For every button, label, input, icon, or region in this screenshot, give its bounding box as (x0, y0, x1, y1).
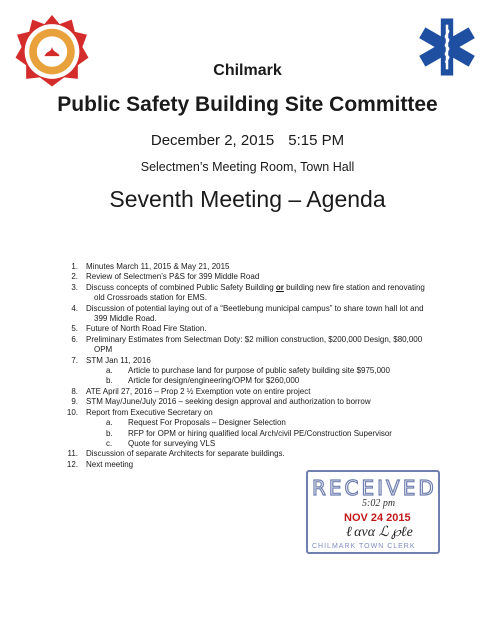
meeting-location: Selectmen’s Meeting Room, Town Hall (140, 160, 355, 174)
agenda-subitem (106, 429, 450, 439)
item-number: 12. (66, 459, 78, 469)
item-text-part: Discuss concepts of combined Public Safety Building (86, 282, 276, 292)
item-number: 10. (66, 407, 78, 417)
item-text: STM Jan 11, 2016 (86, 355, 151, 365)
subitem-letter: b. (106, 428, 113, 438)
item-number: 4. (71, 303, 78, 313)
item-text: Preliminary Estimates from Selectman Doty: $2 million construction, $200,000 Design, $80,000 (86, 334, 423, 344)
agenda-item (40, 283, 450, 293)
agenda-item (40, 356, 450, 366)
stamp-office: CHILMARK TOWN CLERK (312, 543, 416, 550)
agenda-subitem (106, 439, 450, 449)
subitem-text: RFP for OPM or hiring qualified local Arch/civil PE/Construction Supervisor (128, 428, 392, 438)
agenda-item (40, 460, 450, 470)
agenda-subitem (106, 418, 450, 428)
agenda-item (40, 304, 450, 314)
subitem-letter: a. (106, 366, 113, 376)
item-number: 1. (71, 262, 78, 271)
item-number: 11. (67, 449, 78, 459)
item-text: ATE April 27, 2016 – Prop 2 ½ Exemption vote on entire project (86, 386, 311, 396)
item-continuation: 399 Middle Road. (94, 314, 157, 324)
committee-title: Public Safety Building Site Committee (57, 93, 438, 116)
subitem-letter: c. (106, 438, 113, 448)
agenda-item (40, 272, 450, 282)
meeting-date: December 2, 2015 (150, 132, 275, 149)
item-text (86, 283, 450, 293)
meeting-datetime (0, 132, 495, 149)
item-text: Discussion of separate Architects for separate buildings. (86, 449, 285, 459)
subitem-text: Article for design/engineering/OPM for $260,000 (128, 376, 300, 386)
item-number: 5. (71, 324, 78, 334)
agenda-item (40, 262, 450, 272)
item-number: 9. (71, 397, 78, 407)
stamp-word: RECEIVED (312, 476, 437, 500)
subitem-letter: a. (106, 418, 113, 428)
subitem-letter: b. (106, 376, 113, 386)
item-continuation: old Crossroads station for EMS. (94, 293, 207, 303)
agenda-item (40, 335, 450, 345)
agenda-item (40, 387, 450, 397)
item-text: Discussion of potential laying out of a “Beetlebung municipal campus” to share town hall lot and (86, 303, 424, 313)
item-text: STM May/June/July 2016 – seeking design approval and authorization to borrow (86, 397, 371, 407)
meeting-time: 5:15 PM (288, 132, 345, 149)
item-text-part: building new fire station and renovating (283, 282, 425, 292)
received-stamp (306, 470, 440, 554)
item-number: 3. (71, 282, 78, 292)
item-text: Future of North Road Fire Station. (86, 324, 207, 334)
agenda-item (40, 408, 450, 418)
item-number: 8. (71, 386, 78, 396)
agenda-item (40, 397, 450, 407)
agenda-item (40, 449, 450, 459)
item-text: Minutes March 11, 2015 & May 21, 2015 (86, 262, 230, 271)
handwritten-time: 5:02 pm (362, 498, 396, 509)
item-continuation: OPM (94, 345, 113, 355)
agenda-subitem (106, 376, 450, 386)
agenda-subitem (106, 366, 450, 376)
item-text: Report from Executive Secretary on (86, 407, 213, 417)
item-text: Next meeting (86, 459, 134, 469)
organization-name: Chilmark (213, 62, 282, 79)
clerk-signature: ℓ ανα ℒ ℘ℓe (346, 525, 413, 540)
item-number: 7. (71, 355, 78, 365)
item-number: 6. (71, 334, 78, 344)
subitem-text: Request For Proposals – Designer Selection (128, 418, 286, 428)
underlined-word: or (275, 282, 284, 292)
item-text: Review of Selectmen’s P&S for 399 Middle Road (86, 272, 260, 282)
agenda-heading: Seventh Meeting – Agenda (109, 186, 386, 212)
item-number: 2. (71, 272, 78, 282)
subitem-text: Article to purchase land for purpose of public safety building site $975,000 (128, 366, 390, 376)
subitem-text: Quote for surveying VLS (128, 438, 216, 448)
agenda-list (40, 262, 450, 470)
agenda-item (40, 324, 450, 334)
stamp-date: NOV 24 2015 (344, 512, 411, 524)
